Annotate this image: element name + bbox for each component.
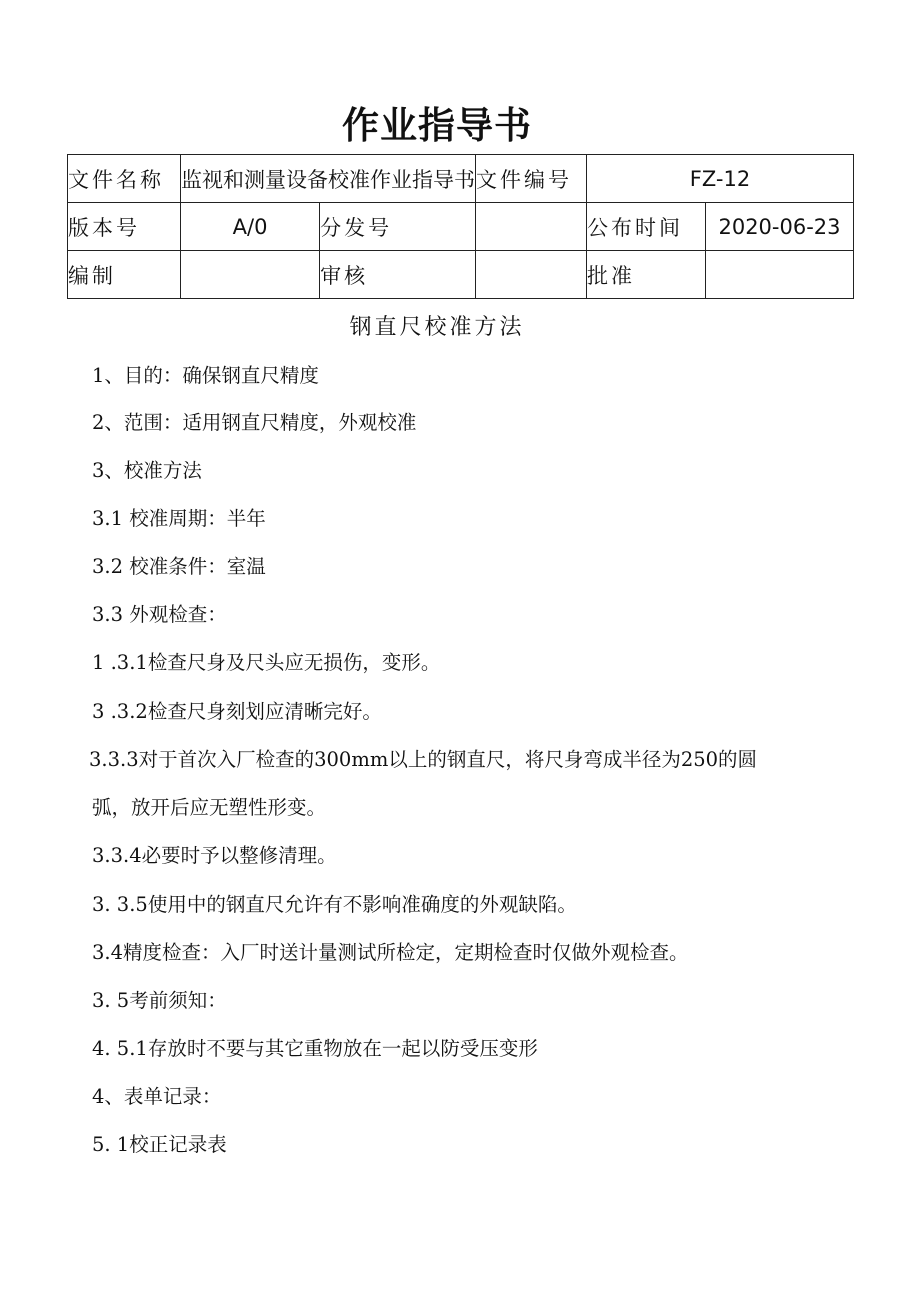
version-label: 版本号 <box>68 203 181 251</box>
distribution-label: 分发号 <box>320 203 476 251</box>
body-line: 4、表单记录： <box>92 1085 222 1108</box>
header-row-file <box>68 155 854 203</box>
version-value: A/0 <box>181 203 320 251</box>
publish-date-value: 2020-06-23 <box>706 203 854 251</box>
body-line: 3.2 校准条件：室温 <box>92 555 266 578</box>
body-line: 3、校准方法 <box>92 459 202 482</box>
body-line: 3.3 外观检查： <box>92 603 227 626</box>
body-line: 3. 3.5使用中的钢直尺允许有不影响准确度的外观缺陷。 <box>92 893 577 916</box>
approve-value <box>706 251 854 299</box>
body-line: 3 .3.2检查尺身刻划应清晰完好。 <box>92 700 382 723</box>
header-row-version <box>68 203 854 251</box>
publish-date-label: 公布时间 <box>587 203 706 251</box>
body-line: 1、目的：确保钢直尺精度 <box>92 364 319 387</box>
file-number-label: 文件编号 <box>476 155 587 203</box>
body-line: 3.4精度检查：入厂时送计量测试所检定，定期检查时仅做外观检查。 <box>92 941 689 964</box>
header-row-signoff <box>68 251 854 299</box>
compiled-value <box>181 251 320 299</box>
body-line: 1 .3.1检查尺身及尺头应无损伤，变形。 <box>92 651 441 674</box>
file-name-label: 文件名称 <box>68 155 181 203</box>
compiled-label: 编制 <box>68 251 181 299</box>
document-header-table <box>67 154 854 299</box>
body-line: 弧，放开后应无塑性形变。 <box>92 796 327 819</box>
approve-label: 批准 <box>587 251 706 299</box>
body-line: 2、范围：适用钢直尺精度，外观校准 <box>92 411 417 434</box>
body-line: 5. 1校正记录表 <box>92 1133 227 1156</box>
file-name-value: 监视和测量设备校准作业指导书 <box>181 155 476 203</box>
body-line: 3.3.4必要时予以整修清理。 <box>92 844 337 867</box>
section-title: 钢直尺校准方法 <box>349 315 525 340</box>
body-line: 4. 5.1存放时不要与其它重物放在一起以防受压变形 <box>92 1037 538 1060</box>
distribution-value <box>476 203 587 251</box>
review-label: 审核 <box>320 251 476 299</box>
body-line: 3.3.3对于首次入厂检查的300mm以上的钢直尺，将尺身弯成半径为250的圆 <box>89 748 758 771</box>
body-line: 3.1 校准周期：半年 <box>92 507 266 530</box>
body-line: 3. 5考前须知： <box>92 989 227 1012</box>
file-number-value: FZ-12 <box>587 155 854 203</box>
document-title: 作业指导书 <box>342 104 532 147</box>
review-value <box>476 251 587 299</box>
